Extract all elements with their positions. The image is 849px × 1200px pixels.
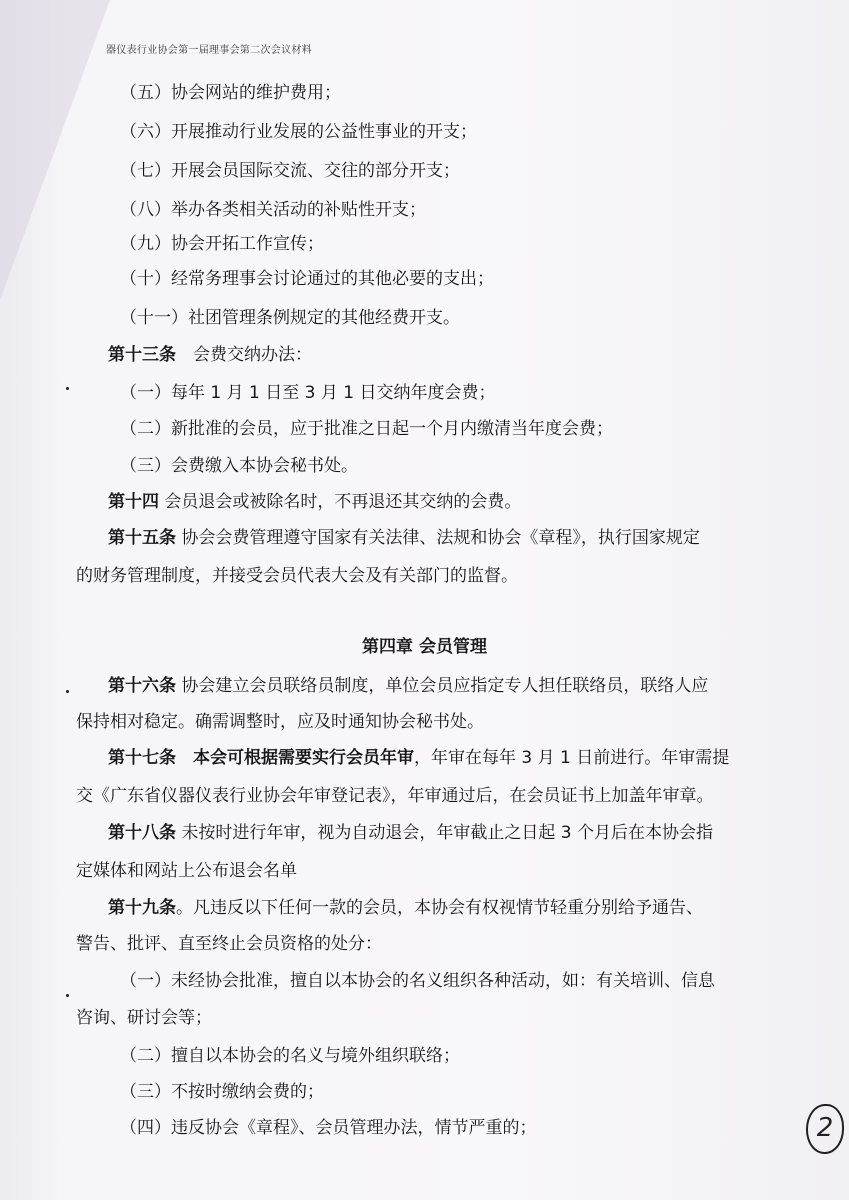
text-line: （十一）社团管理条例规定的其他经费开支。 bbox=[120, 308, 460, 328]
article-line: 第十三条 会费交纳办法： bbox=[108, 345, 312, 365]
page-number: 2 bbox=[806, 1104, 844, 1154]
article-line: 第十七条 本会可根据需要实行会员年审，年审在每年 3 月 1 日前进行。年审需提 bbox=[108, 748, 730, 768]
text-line: （四）违反协会《章程》、会员管理办法，情节严重的； bbox=[120, 1118, 537, 1138]
scan-dot bbox=[66, 387, 69, 390]
article-line: 第十四 会员退会或被除名时，不再退还其交纳的会费。 bbox=[108, 492, 522, 512]
page-header: 器仪表行业协会第一届理事会第二次会议材料 bbox=[106, 45, 312, 56]
scan-dot bbox=[66, 994, 69, 997]
text-line: （十）经常务理事会讨论通过的其他必要的支出； bbox=[120, 269, 494, 289]
text-line: 定媒体和网站上公布退会名单 bbox=[76, 861, 297, 881]
text-line: （七）开展会员国际交流、交往的部分开支； bbox=[120, 161, 460, 181]
article-line: 第十五条 协会会费管理遵守国家有关法律、法规和协会《章程》，执行国家规定 bbox=[108, 528, 700, 548]
chapter-title: 第四章 会员管理 bbox=[362, 637, 487, 657]
text-line: 咨询、研讨会等； bbox=[76, 1008, 212, 1028]
text-line: 保持相对稳定。确需调整时，应及时通知协会秘书处。 bbox=[76, 712, 484, 732]
text-line: 警告、批评、直至终止会员资格的处分： bbox=[76, 934, 382, 954]
text-line: 的财务管理制度，并接受会员代表大会及有关部门的监督。 bbox=[76, 566, 518, 586]
text-line: （一）每年 1 月 1 日至 3 月 1 日交纳年度会费； bbox=[120, 383, 496, 403]
article-line: 第十九条。凡违反以下任何一款的会员，本协会有权视情节轻重分别给予通告、 bbox=[108, 898, 703, 918]
article-line: 第十六条 协会建立会员联络员制度，单位会员应指定专人担任联络员，联络人应 bbox=[108, 676, 709, 696]
text-line: （三）会费缴入本协会秘书处。 bbox=[120, 456, 358, 476]
text-line: （六）开展推动行业发展的公益性事业的开支； bbox=[120, 122, 477, 142]
text-line: （五）协会网站的维护费用； bbox=[120, 83, 341, 103]
text-line: （九）协会开拓工作宣传； bbox=[120, 234, 324, 254]
scan-dot bbox=[66, 690, 69, 693]
text-line: （一）未经协会批准，擅自以本协会的名义组织各种活动，如：有关培训、信息 bbox=[120, 971, 715, 991]
text-line: 交《广东省仪器仪表行业协会年审登记表》，年审通过后，在会员证书上加盖年审章。 bbox=[76, 786, 714, 806]
text-line: （三）不按时缴纳会费的； bbox=[120, 1082, 324, 1102]
scan-shadow bbox=[0, 0, 110, 300]
text-line: （二）新批准的会员，应于批准之日起一个月内缴清当年度会费； bbox=[120, 419, 613, 439]
text-line: （二）擅自以本协会的名义与境外组织联络； bbox=[120, 1046, 460, 1066]
text-line: （八）举办各类相关活动的补贴性开支； bbox=[120, 200, 426, 220]
article-line: 第十八条 未按时进行年审，视为自动退会，年审截止之日起 3 个月后在本协会指 bbox=[108, 823, 714, 843]
